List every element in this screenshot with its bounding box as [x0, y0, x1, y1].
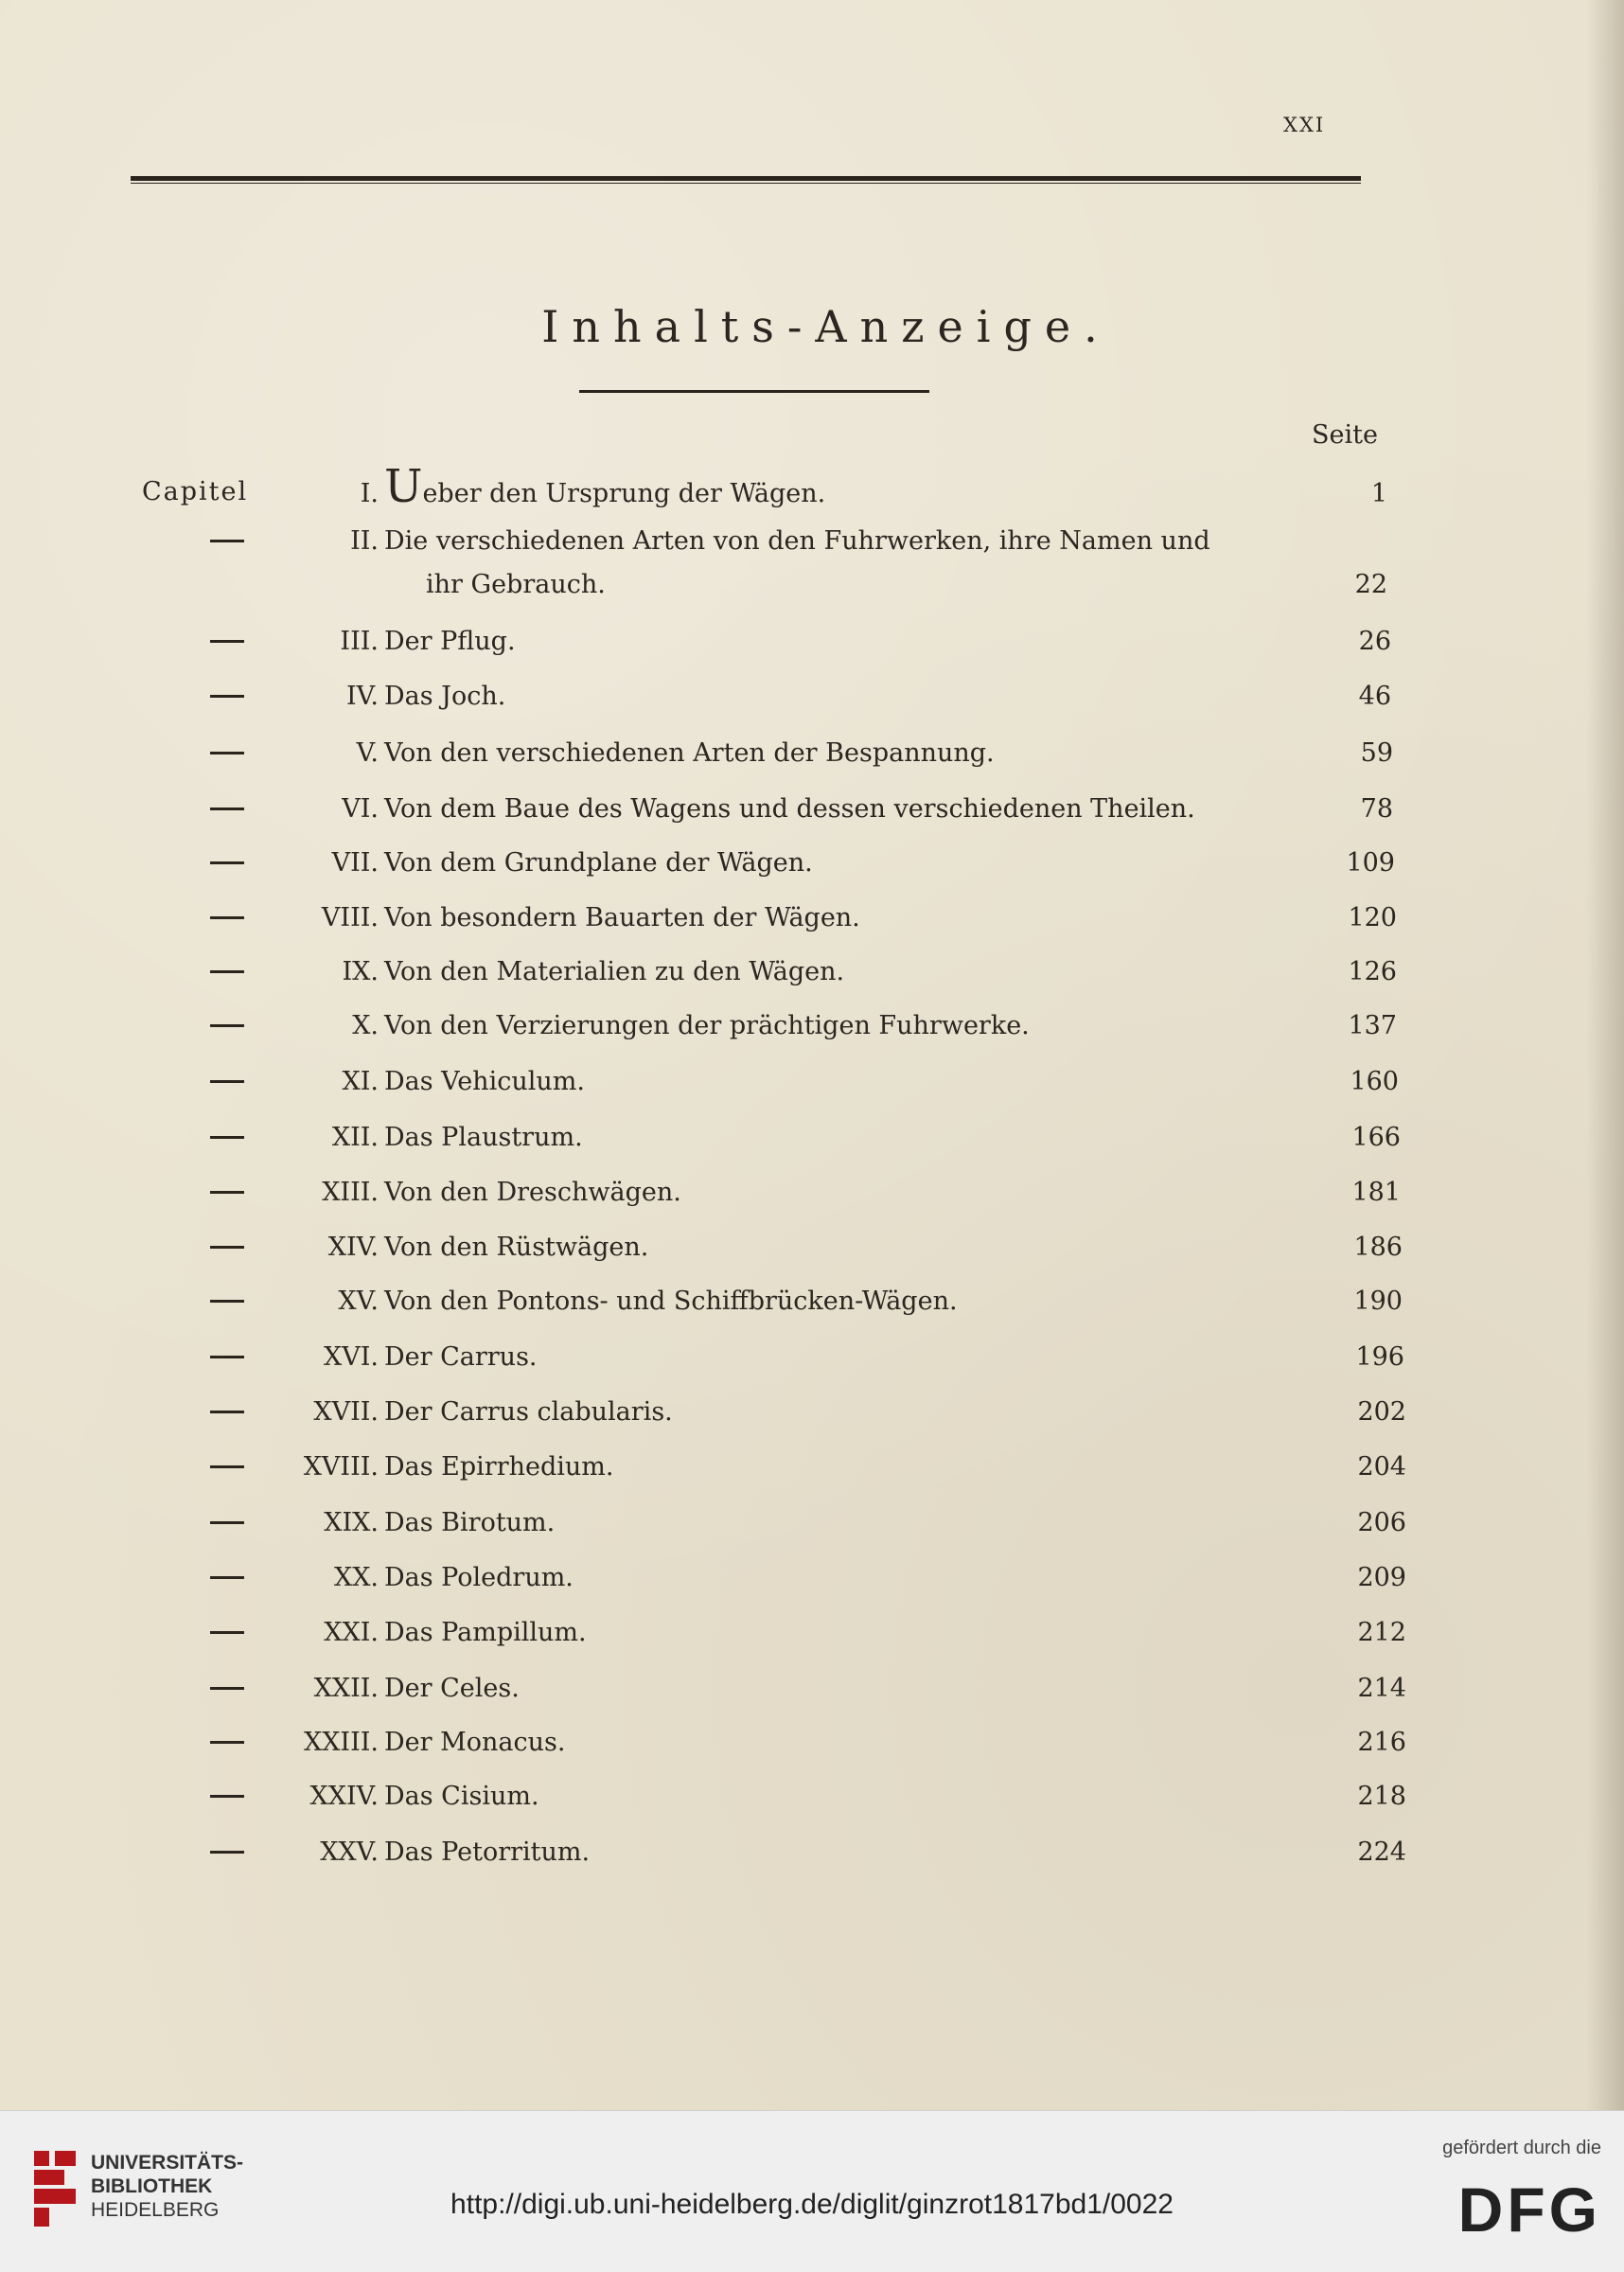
ditto-dash — [210, 752, 244, 754]
chapter-title — [384, 1508, 555, 1537]
chapter-title-text: Von den Dreschwägen. — [384, 1178, 681, 1207]
chapter-page-number: 166 — [1351, 1123, 1401, 1152]
ditto-dash — [210, 861, 244, 864]
toc-entry — [0, 948, 1624, 995]
toc-entry — [0, 1664, 1624, 1712]
chapter-title — [384, 1728, 565, 1757]
chapter-title-text: Der Monacus. — [384, 1728, 566, 1757]
toc-entry — [0, 672, 1624, 719]
chapter-title-text: Das Plaustrum. — [384, 1123, 583, 1152]
ditto-dash — [210, 916, 244, 919]
ditto-dash — [210, 1741, 244, 1744]
chapter-numeral: II. — [350, 526, 379, 556]
chapter-page-number: 212 — [1357, 1618, 1406, 1647]
chapter-title-text: Von den Pontons- und Schiffbrücken-Wägen. — [384, 1287, 958, 1316]
chapter-title — [384, 957, 844, 986]
chapter-title-text: Von den verschiedenen Arten der Bespannung. — [384, 738, 995, 768]
chapter-title — [384, 794, 1195, 824]
chapter-page-number: 216 — [1357, 1728, 1406, 1757]
chapter-title-text: Von den Verzierungen der prächtigen Fuhrwerke. — [384, 1011, 1030, 1040]
chapter-page-number: 59 — [1360, 738, 1393, 768]
ditto-dash — [210, 1411, 244, 1413]
chapter-numeral: I. — [360, 479, 379, 508]
chapter-numeral: IV. — [345, 682, 379, 711]
toc-entry — [0, 1223, 1624, 1270]
document-url[interactable]: http://digi.ub.uni-heidelberg.de/diglit/ginzrot1817bd1/0022 — [450, 2189, 1174, 2220]
toc-entry — [0, 1002, 1624, 1049]
chapter-numeral: XV. — [338, 1287, 379, 1316]
chapter-page-number: 218 — [1357, 1782, 1406, 1811]
ditto-dash — [210, 1080, 244, 1083]
toc-entry — [0, 1553, 1624, 1601]
chapter-title — [384, 1782, 539, 1811]
chapter-title-text: Von den Rüstwägen. — [384, 1233, 649, 1262]
toc-entry — [0, 894, 1624, 941]
chapter-page-number: 202 — [1357, 1397, 1406, 1427]
chapter-title — [384, 1563, 574, 1592]
chapter-title — [384, 526, 1210, 556]
chapter-page-number: 186 — [1353, 1233, 1403, 1262]
toc-entry — [0, 460, 1624, 517]
chapter-numeral: XVIII. — [303, 1452, 379, 1482]
toc-entry — [0, 1718, 1624, 1766]
chapter-page-number: 160 — [1350, 1067, 1399, 1096]
chapter-title — [384, 1233, 648, 1262]
chapter-numeral: XXI. — [324, 1618, 379, 1647]
ditto-dash — [210, 1024, 244, 1027]
toc-entry — [0, 785, 1624, 832]
chapter-numeral: VI. — [342, 794, 379, 824]
chapter-page-number: 78 — [1360, 794, 1393, 824]
chapter-numeral: XIII. — [322, 1178, 379, 1207]
chapter-page-number: 224 — [1357, 1837, 1406, 1867]
ditto-dash — [210, 970, 244, 973]
chapter-page-number: 120 — [1348, 903, 1397, 932]
chapter-title — [384, 1067, 585, 1096]
toc-entry — [0, 729, 1624, 776]
chapter-title-text: Das Pampillum. — [384, 1618, 587, 1647]
ditto-dash — [210, 1356, 244, 1358]
chapter-page-number: 109 — [1346, 848, 1395, 878]
chapter-title — [384, 627, 516, 656]
viewer-footer — [0, 2110, 1624, 2272]
toc-entry — [0, 617, 1624, 665]
funded-by-label: gefördert durch die — [1442, 2138, 1601, 2158]
chapter-page-number: 196 — [1355, 1342, 1404, 1372]
toc-entry — [0, 1168, 1624, 1216]
chapter-title-text: Das Birotum. — [384, 1508, 556, 1537]
chapter-numeral: XVI. — [324, 1342, 379, 1372]
chapter-title-text: Das Joch. — [384, 682, 506, 711]
chapter-page-number: 214 — [1357, 1674, 1406, 1703]
toc-entry — [0, 1333, 1624, 1380]
chapter-numeral: XX. — [333, 1563, 379, 1592]
toc-entry — [0, 1057, 1624, 1105]
chapter-title-text: Der Pflug. — [384, 627, 516, 656]
chapter-page-number: 206 — [1357, 1508, 1406, 1537]
chapter-title-text: Das Vehiculum. — [384, 1067, 585, 1096]
toc-entry — [0, 1388, 1624, 1435]
ditto-dash — [210, 1851, 244, 1854]
chapter-numeral: XXII. — [313, 1674, 379, 1703]
chapter-numeral: III. — [340, 627, 379, 656]
chapter-title — [384, 848, 813, 878]
ditto-dash — [210, 1300, 244, 1303]
funder-logo: DFG — [1457, 2174, 1601, 2245]
library-name-line-1: UNIVERSITÄTS- — [91, 2152, 244, 2174]
library-name-line-3: HEIDELBERG — [91, 2199, 220, 2221]
chapter-numeral: X. — [352, 1011, 379, 1040]
toc-entry — [0, 517, 1624, 599]
ditto-dash — [210, 1191, 244, 1194]
chapter-numeral: XXIII. — [303, 1728, 379, 1757]
chapter-title — [384, 1011, 1030, 1040]
page-title: Inhalts-Anzeige. — [541, 301, 1111, 352]
chapter-title-text: Das Epirrhedium. — [384, 1452, 614, 1482]
toc-entry — [0, 1499, 1624, 1546]
ditto-dash — [210, 695, 244, 698]
chapter-title-text: Der Celes. — [384, 1674, 520, 1703]
ditto-dash — [210, 1576, 244, 1579]
chapter-numeral: XI. — [342, 1067, 379, 1096]
chapter-title-text: Von besondern Bauarten der Wägen. — [384, 903, 860, 932]
chapter-title — [384, 738, 995, 768]
toc-entry — [0, 1113, 1624, 1161]
chapter-page-number: 181 — [1351, 1178, 1401, 1207]
toc-entry — [0, 1608, 1624, 1656]
toc-entry — [0, 1772, 1624, 1819]
chapter-numeral: XIX. — [324, 1508, 379, 1537]
chapter-title — [384, 1123, 583, 1152]
chapter-title — [384, 1287, 958, 1316]
chapter-title-text: Von den Materialien zu den Wägen. — [384, 957, 845, 986]
ditto-dash — [210, 1136, 244, 1139]
chapter-title — [384, 1618, 587, 1647]
ditto-dash — [210, 1795, 244, 1798]
chapter-title-text: Die verschiedenen Arten von den Fuhrwerken, ihre Namen und — [384, 526, 1210, 556]
chapter-numeral: V. — [356, 738, 379, 768]
chapter-title — [384, 1397, 673, 1427]
toc-entry — [0, 1443, 1624, 1490]
chapter-title-text: eber den Ursprung der Wägen. — [422, 479, 826, 508]
chapter-title-text: Von dem Grundplane der Wägen. — [384, 848, 813, 878]
chapter-page-number: 26 — [1358, 627, 1391, 656]
chapter-title — [384, 1342, 538, 1372]
chapter-numeral: XXIV. — [309, 1782, 379, 1811]
ditto-dash — [210, 1521, 244, 1524]
chapter-numeral: XIV. — [327, 1233, 379, 1262]
library-name-line-2: BIBLIOTHEK — [91, 2175, 213, 2197]
chapter-title-text: Von dem Baue des Wagens und dessen verschiedenen Theilen. — [384, 794, 1195, 824]
page-column-header: Seite — [1312, 420, 1378, 450]
chapter-title — [384, 1178, 681, 1207]
chapter-page-number: 204 — [1357, 1452, 1406, 1482]
toc-entry — [0, 1828, 1624, 1875]
chapter-numeral: XII. — [331, 1123, 379, 1152]
chapter-title-text: Das Poledrum. — [384, 1563, 574, 1592]
chapter-page-number: 46 — [1358, 682, 1391, 711]
drop-cap: U — [384, 460, 423, 513]
chapter-page-number: 190 — [1353, 1287, 1403, 1316]
chapter-page-number: 137 — [1348, 1011, 1397, 1040]
ditto-dash — [210, 1246, 244, 1249]
chapter-numeral: XVII. — [313, 1397, 379, 1427]
ditto-dash — [210, 808, 244, 810]
chapter-title — [384, 682, 505, 711]
chapter-numeral: VIII. — [321, 903, 379, 932]
toc-entry — [0, 1277, 1624, 1324]
ditto-dash — [210, 1687, 244, 1690]
chapter-column-label: Capitel — [142, 477, 249, 506]
toc-entry — [0, 839, 1624, 886]
ditto-dash — [210, 1465, 244, 1468]
chapter-page-number: 22 — [1354, 570, 1387, 599]
chapter-numeral: XXV. — [320, 1837, 379, 1867]
chapter-numeral: VII. — [331, 848, 379, 878]
chapter-title-text: Der Carrus clabularis. — [384, 1397, 673, 1427]
chapter-numeral: IX. — [342, 957, 379, 986]
chapter-title-text: Das Petorritum. — [384, 1837, 591, 1867]
page-number: XXI — [1283, 114, 1326, 136]
chapter-title — [384, 1674, 520, 1703]
ditto-dash — [210, 640, 244, 643]
chapter-title-text: Das Cisium. — [384, 1782, 539, 1811]
chapter-title — [384, 903, 860, 932]
chapter-page-number: 209 — [1357, 1563, 1406, 1592]
chapter-title-text: Der Carrus. — [384, 1342, 538, 1372]
chapter-page-number: 126 — [1348, 957, 1397, 986]
ditto-dash — [210, 1631, 244, 1634]
chapter-page-number: 1 — [1370, 479, 1387, 508]
chapter-title-continuation: ihr Gebrauch. — [426, 570, 606, 599]
ditto-dash — [210, 540, 244, 542]
chapter-title — [384, 1837, 590, 1867]
chapter-title — [384, 460, 826, 513]
chapter-title — [384, 1452, 614, 1482]
